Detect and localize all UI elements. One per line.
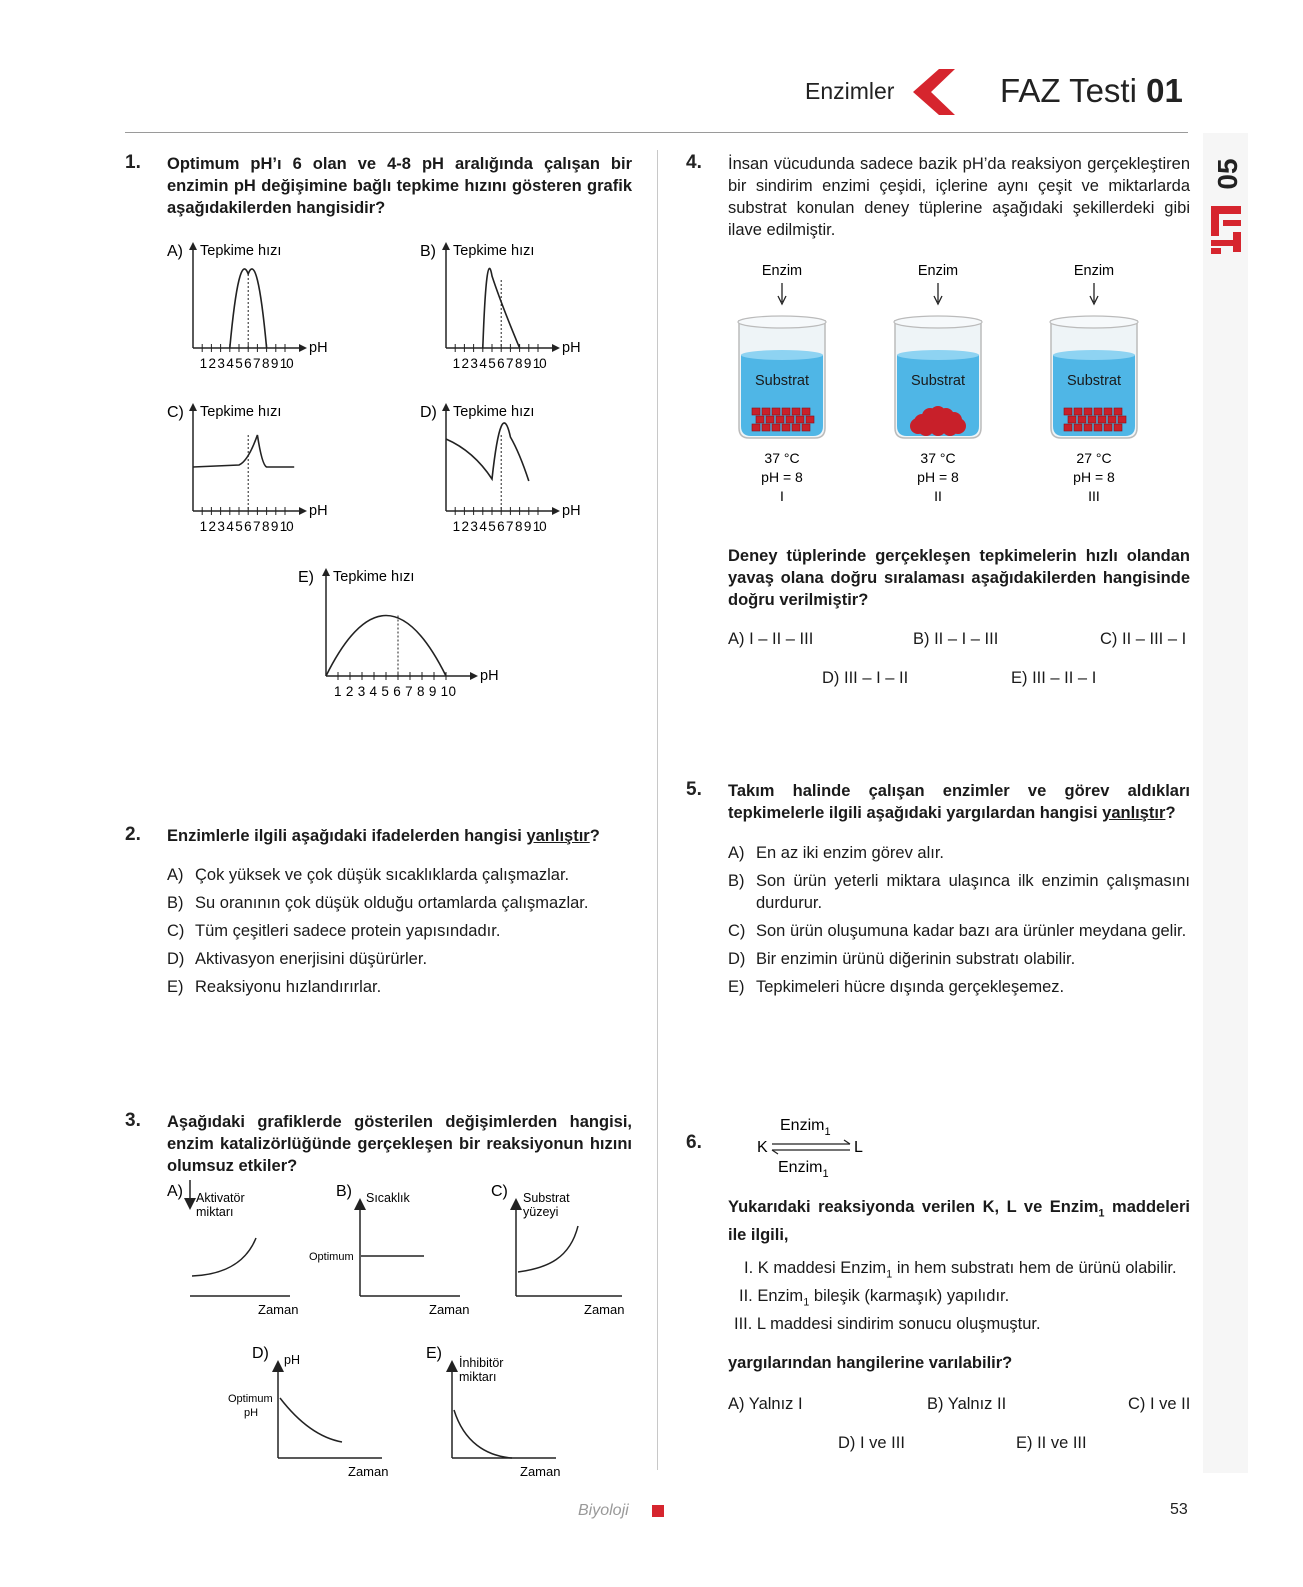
q5-option-e[interactable] [728, 976, 1190, 998]
q1-graph-c [167, 403, 328, 534]
q5-option-d[interactable] [728, 948, 1190, 970]
q2-option-d[interactable] [167, 948, 637, 976]
q1-curve [230, 269, 267, 348]
q6-option-b[interactable]: B) Yalnız II [927, 1395, 1007, 1413]
q3-graph-b-letter: B) [336, 1183, 352, 1200]
substrate-cube [762, 408, 770, 415]
substrate-cube [752, 424, 760, 431]
substrate-cube [772, 424, 780, 431]
substrate-cube [1094, 408, 1102, 415]
substrate-cube [1108, 416, 1116, 423]
q3-graphs [0, 1180, 660, 1480]
q1-text: Optimum pH’ı 6 olan ve 4-8 pH aralığında çalışan bir enzimin pH değişimine bağlı tepkime hızını gösteren grafik aşağıdakilerden hangisidir? [167, 155, 632, 217]
q3-graph-d-curve [280, 1398, 342, 1442]
q3-graph-a-curve [192, 1238, 256, 1276]
q3-graph-b-ylabel: Sıcaklık [366, 1191, 410, 1205]
q3-graph-b-xlabel: Zaman [429, 1302, 470, 1317]
q3-graph-b [309, 1183, 469, 1317]
substrate-cube [786, 416, 794, 423]
substrate-cube [1064, 424, 1072, 431]
q1-graph-b [420, 242, 581, 371]
option-letter: B) [728, 872, 745, 890]
q3-graph-d-ylabel: pH [284, 1353, 300, 1367]
q4-beakers [700, 260, 1190, 520]
q3-graph-c-letter: C) [491, 1183, 508, 1200]
arrow-up-icon [322, 568, 330, 576]
substrate-cube [802, 424, 810, 431]
q4-option-c[interactable]: C) II – III – I [1100, 630, 1187, 648]
q6-left: K [757, 1139, 768, 1156]
substrate-cube [806, 416, 814, 423]
beaker-substrate-label: Substrat [1067, 373, 1121, 389]
q6-option-e[interactable]: E) II ve III [1016, 1434, 1087, 1452]
q2-text-end: ? [589, 827, 600, 845]
substrate-cube [1064, 408, 1072, 415]
option-letter: C) [167, 922, 185, 940]
q6-option-a[interactable]: A) Yalnız I [728, 1395, 803, 1413]
q6-enzyme-top: Enzim$_1$ [780, 1117, 831, 1138]
option-text: En az iki enzim görev alır. [756, 844, 944, 862]
q3-graph-d [228, 1345, 388, 1479]
q3-graph-c-ylabel1: Substrat [523, 1191, 570, 1205]
footer-subject: Biyoloji [578, 1502, 629, 1519]
q1-xlabel: pH [480, 668, 499, 684]
arrow-up-icon [442, 242, 450, 250]
q1-graph-letter: E) [298, 569, 314, 586]
footer-square-icon [652, 1505, 664, 1517]
q3-graph-c [491, 1183, 624, 1317]
substrate-cube [1104, 424, 1112, 431]
faz-logo [1209, 204, 1243, 254]
q3-graph-a-ylabel1: Aktivatör [196, 1191, 245, 1205]
beaker-substrate-label: Substrat [911, 373, 965, 389]
q1-tick-labels: 1 2 3 4 5 6 7 8 9 10 [199, 519, 294, 534]
substrate-cube [762, 424, 770, 431]
beaker-temp: 37 °C [764, 450, 800, 466]
option-text: Son ürün oluşumuna kadar bazı ara ürünler meydana gelir. [756, 922, 1187, 940]
q6-sub: 1 [1098, 1207, 1105, 1220]
substrate-cube [1074, 424, 1082, 431]
option-text: Tepkimeleri hücre dışında gerçekleşemez. [756, 978, 1065, 996]
q2-option-b[interactable] [167, 892, 637, 920]
q3-graph-a-xlabel: Zaman [258, 1302, 299, 1317]
q2-option-e[interactable] [167, 976, 637, 1004]
q5-number: 5. [686, 779, 702, 800]
q4-text: İnsan vücudunda sadece bazik pH’da reaksiyon gerçekleştiren bir sindirim enzimi çeşidi, içlerine aynı çeşit ve miktarlarda substrat konulan deney tüplerine aşağıdaki şekillerdeki gibi ilave edilmiştir. [728, 155, 1190, 239]
beaker-ph: pH = 8 [761, 469, 803, 485]
q3-graph-e-ylabel1: İnhibitör [459, 1356, 504, 1370]
arrow-right-icon [552, 507, 560, 515]
q6-statement-1: I. K maddesi Enzim$_1$ in hem substratı hem de ürünü olabilir. [744, 1259, 1177, 1281]
topic-label: Enzimler [805, 78, 895, 104]
q4-question: Deney tüplerinde gerçekleşen tepkimelerin hızlı olandan yavaş olana doğru sıralaması aşağıdakilerden hangisinde doğru verilmiştir? [728, 547, 1190, 609]
q3-graph-d-xlabel: Zaman [348, 1464, 389, 1479]
beaker-2 [894, 263, 982, 504]
q3-graph-e-ylabel2: miktarı [459, 1370, 497, 1384]
substrate-cube [792, 408, 800, 415]
q1-graph-letter: C) [167, 404, 184, 421]
q1-graph-d [420, 403, 581, 534]
q3-graph-c-ylabel2: yüzeyi [523, 1205, 559, 1219]
q3-graph-d-ph: pH [244, 1407, 259, 1419]
arrow-up-icon [442, 403, 450, 411]
q3-text: Aşağıdaki grafiklerde gösterilen değişimlerden hangisi, enzim katalizörlüğünde gerçekleşen bir reaksiyonun hızını olumsuz etkiler? [167, 1113, 632, 1175]
substrate-blob [942, 420, 958, 436]
substrate-cube [802, 408, 810, 415]
arrow-right-icon [470, 672, 478, 680]
q4-option-a[interactable]: A) I – II – III [728, 630, 814, 648]
option-letter: A) [167, 866, 184, 884]
q6-statement-2: II. Enzim$_1$ bileşik (karmaşık) yapılıdır. [739, 1287, 1010, 1309]
beaker-substrate-label: Substrat [755, 373, 809, 389]
substrate-cube [776, 416, 784, 423]
q3-graph-e-letter: E) [426, 1345, 442, 1362]
q4-option-d[interactable]: D) III – I – II [822, 669, 909, 687]
q6-option-d[interactable]: D) I ve III [838, 1434, 905, 1452]
q6-question: yargılarından hangilerine varılabilir? [728, 1354, 1013, 1372]
substrate-cube [796, 416, 804, 423]
q2-option-c[interactable] [167, 920, 637, 948]
q1-graphs-svg [0, 0, 660, 720]
substrate-cube [782, 408, 790, 415]
beaker-ph: pH = 8 [917, 469, 959, 485]
q1-graph-letter: D) [420, 404, 437, 421]
substrate-cube [782, 424, 790, 431]
substrate-cube [792, 424, 800, 431]
q6-statement-3: III. L maddesi sindirim sonucu oluşmuştur. [734, 1315, 1041, 1333]
q1-ylabel: Tepkime hızı [200, 243, 282, 259]
option-text: Son ürün yeterli miktara ulaşınca ilk enzimin çalışmasını durdurur. [756, 872, 1190, 912]
q6-text-a: Yukarıdaki reaksiyonda verilen K, L ve Enzim [728, 1198, 1099, 1216]
beaker-enzyme-label: Enzim [761, 263, 803, 279]
arrow-up-icon [189, 242, 197, 250]
substrate-cube [1078, 416, 1086, 423]
beaker-label: III [1088, 488, 1100, 504]
q2-text-start: Enzimlerle ilgili aşağıdaki ifadelerden hangisi [167, 827, 527, 845]
q3-graph-e-curve [454, 1410, 512, 1458]
q1-graph-e [298, 568, 499, 699]
q1-xlabel: pH [562, 340, 581, 356]
beaker-temp: 37 °C [920, 450, 956, 466]
q2-options [167, 864, 637, 1004]
q4-option-e[interactable]: E) III – II – I [1011, 669, 1097, 687]
q1-tick-labels: 1 2 3 4 5 6 7 8 9 10 [334, 684, 456, 699]
q3-graph-a-letter: A) [167, 1183, 183, 1200]
test-title [1000, 72, 1183, 110]
q2-number: 2. [125, 824, 141, 845]
test-title-prefix: FAZ Testi [1000, 72, 1137, 109]
q2-text-underlined: yanlıştır [526, 827, 590, 845]
q1-tick-labels: 1 2 3 4 5 6 7 8 9 10 [199, 356, 294, 371]
beaker-temp: 27 °C [1076, 450, 1112, 466]
option-text: Tüm çeşitleri sadece protein yapısındadır. [195, 922, 501, 940]
q3-graph-a [167, 1180, 298, 1317]
option-letter: A) [728, 844, 745, 862]
q4-option-b[interactable]: B) II – I – III [913, 630, 999, 648]
q1-ylabel: Tepkime hızı [200, 404, 282, 420]
q1-curve [446, 423, 529, 481]
option-text: Çok yüksek ve çok düşük sıcaklıklarda çalışmazlar. [195, 866, 570, 884]
substrate-cube [752, 408, 760, 415]
option-letter: B) [167, 894, 184, 912]
test-number: 01 [1146, 72, 1183, 109]
q1-xlabel: pH [309, 503, 328, 519]
substrate-cube [1094, 424, 1102, 431]
q3-number: 3. [125, 1110, 141, 1131]
page-number: 53 [1170, 1501, 1188, 1518]
q6-right: L [854, 1139, 863, 1156]
option-letter: D) [728, 950, 746, 968]
q6-text-b: maddeleri ile ilgili, [728, 1198, 1190, 1245]
beaker-enzyme-label: Enzim [917, 263, 959, 279]
option-letter: E) [167, 978, 184, 996]
option-text: Reaksiyonu hızlandırırlar. [195, 978, 382, 996]
substrate-cube [1114, 408, 1122, 415]
option-letter: C) [728, 922, 746, 940]
beaker-ph: pH = 8 [1073, 469, 1115, 485]
q1-ylabel: Tepkime hızı [333, 569, 415, 585]
side-section-number: 05 [1212, 158, 1243, 190]
q5-text [728, 780, 1190, 824]
q1-number: 1. [125, 152, 141, 173]
q3-graph-c-xlabel: Zaman [584, 1302, 625, 1317]
q6-number: 6. [686, 1132, 702, 1153]
q6-option-c[interactable]: C) I ve II [1128, 1395, 1191, 1413]
substrate-cube [772, 408, 780, 415]
side-strip [1203, 133, 1248, 1473]
q1-graph-a [167, 242, 328, 371]
q6-text [728, 1196, 1190, 1246]
q3-graph-d-optimum: Optimum [228, 1393, 273, 1405]
beaker-1 [738, 263, 826, 504]
substrate-cube [766, 416, 774, 423]
q1-graphs [0, 0, 660, 720]
q3-graph-b-optimum: Optimum [309, 1251, 354, 1263]
substrate-cube [1104, 408, 1112, 415]
arrow-right-icon [552, 344, 560, 352]
q5-options [728, 842, 1190, 1004]
q6-enzyme-bottom: Enzim$_1$ [778, 1159, 829, 1180]
q5-text-start: Takım halinde çalışan enzimler ve görev aldıkları tepkimelerle ilgili aşağıdaki yargılardan hangisi [728, 782, 1190, 822]
q1-graph-letter: B) [420, 243, 436, 260]
q1-graph-letter: A) [167, 243, 183, 260]
q5-option-c[interactable] [728, 920, 1190, 942]
substrate-cube [1068, 416, 1076, 423]
q5-option-a[interactable] [728, 842, 1190, 864]
q5-text-end: ? [1165, 804, 1176, 822]
option-text: Su oranının çok düşük olduğu ortamlarda çalışmazlar. [195, 894, 589, 912]
beaker-label: I [780, 488, 784, 504]
q3-graph-e-xlabel: Zaman [520, 1464, 561, 1479]
q3-graph-c-curve [518, 1226, 578, 1272]
substrate-cube [1114, 424, 1122, 431]
option-text: Bir enzimin ürünü diğerinin substratı olabilir. [756, 950, 1076, 968]
q1-ylabel: Tepkime hızı [453, 243, 535, 259]
q1-tick-labels: 1 2 3 4 5 6 7 8 9 10 [452, 356, 547, 371]
q3-graph-d-letter: D) [252, 1345, 269, 1362]
q1-curve [193, 435, 294, 467]
q5-option-b[interactable] [728, 870, 1190, 914]
q6-reaction [750, 1110, 880, 1180]
substrate-cube [1088, 416, 1096, 423]
q1-xlabel: pH [562, 503, 581, 519]
beaker-enzyme-label: Enzim [1073, 263, 1115, 279]
beaker-label: II [934, 488, 942, 504]
q1-ylabel: Tepkime hızı [453, 404, 535, 420]
substrate-cube [1084, 408, 1092, 415]
substrate-cube [1098, 416, 1106, 423]
chevron-left-icon [913, 69, 955, 115]
q2-option-a[interactable] [167, 864, 637, 892]
substrate-cube [1118, 416, 1126, 423]
option-text: Aktivasyon enerjisini düşürürler. [195, 950, 428, 968]
q1-tick-labels: 1 2 3 4 5 6 7 8 9 10 [452, 519, 547, 534]
arrow-up-icon [189, 403, 197, 411]
q4-number: 4. [686, 152, 702, 173]
beaker-3 [1050, 263, 1138, 504]
option-letter: D) [167, 950, 185, 968]
q3-graph-e [426, 1345, 560, 1479]
substrate-cube [1084, 424, 1092, 431]
q1-curve [326, 616, 446, 677]
option-letter: E) [728, 978, 745, 996]
q2-text [167, 825, 637, 847]
q5-text-underlined: yanlıştır [1102, 804, 1166, 822]
arrow-right-icon [299, 507, 307, 515]
q3-graph-a-ylabel2: miktarı [196, 1205, 234, 1219]
substrate-cube [756, 416, 764, 423]
arrow-right-icon [299, 344, 307, 352]
substrate-cube [1074, 408, 1082, 415]
q1-xlabel: pH [309, 340, 328, 356]
